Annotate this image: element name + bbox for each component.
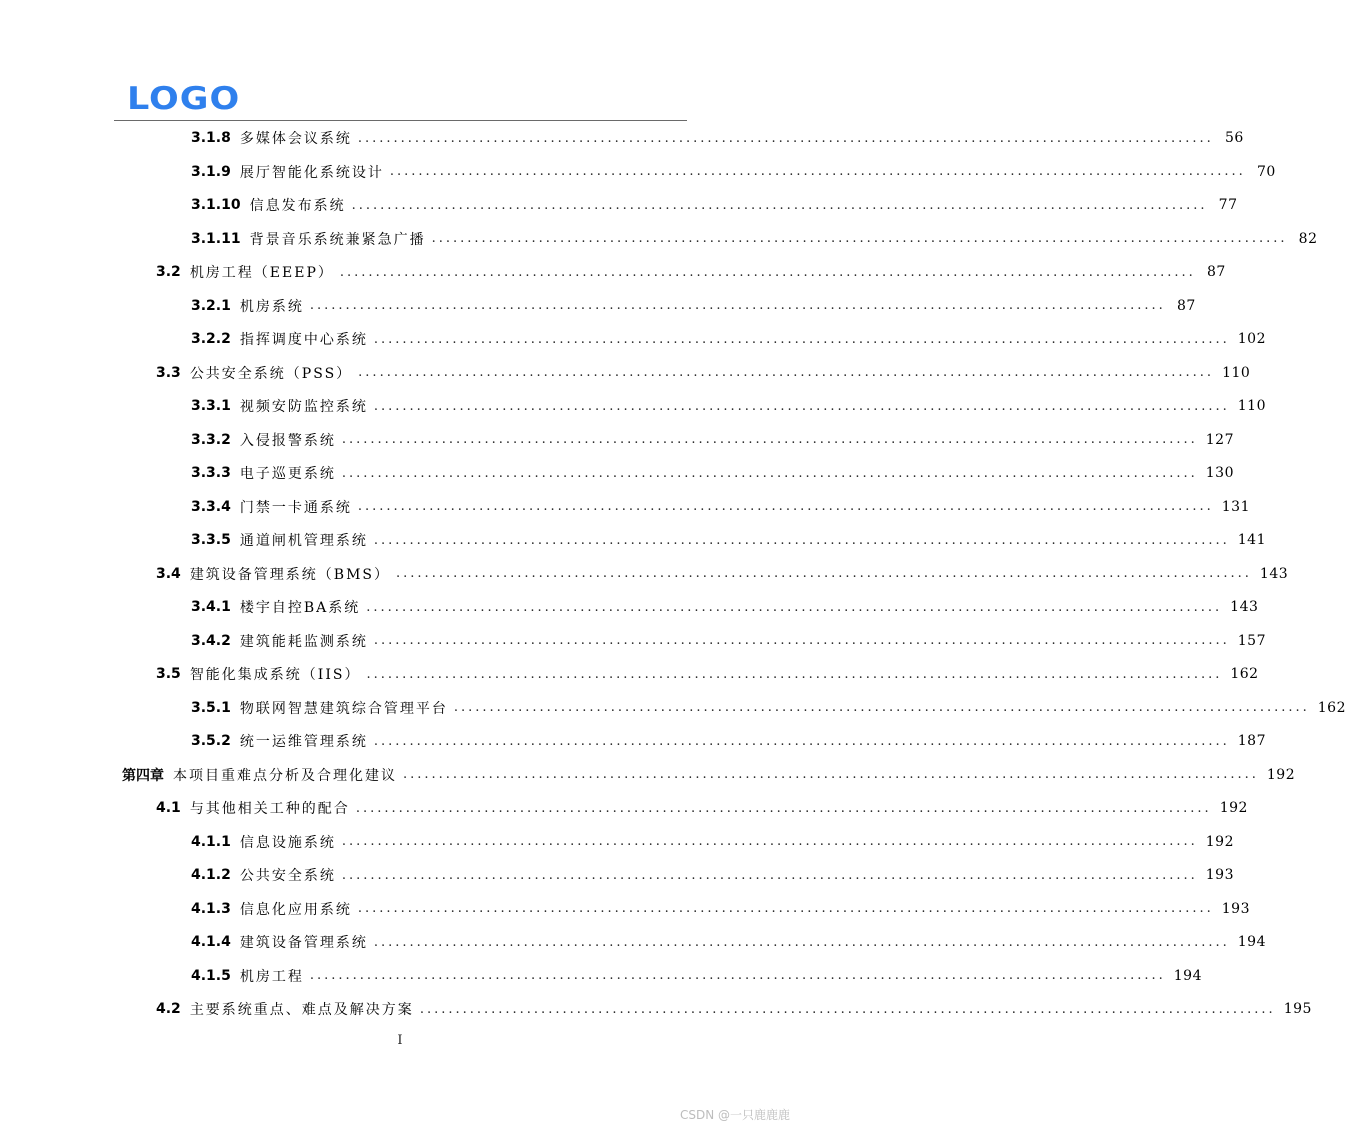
- toc-entry-number: 3.1.10: [191, 197, 241, 213]
- toc-leader-dots: ........................................................................................................................: [373, 398, 1230, 414]
- toc-leader-dots: ........................................................................................................................: [403, 767, 1259, 782]
- toc-entry[interactable]: [191, 965, 1202, 987]
- toc-entry-page: 110: [1237, 398, 1266, 414]
- toc-entry-title: 统一运维管理系统: [239, 734, 368, 750]
- toc-entry-page: 87: [1176, 297, 1196, 314]
- toc-leader-dots: ........................................................................................................................: [351, 197, 1208, 213]
- toc-entry-number: 3.1.8: [191, 130, 231, 146]
- toc-entry-title: 多媒体会议系统: [239, 131, 352, 147]
- toc-entry[interactable]: [191, 328, 1266, 350]
- toc-entry[interactable]: [156, 797, 1248, 819]
- toc-leader-dots: ........................................................................................................................: [453, 700, 1310, 715]
- toc-entry[interactable]: [191, 496, 1250, 518]
- toc-entry-title: 入侵报警系统: [239, 432, 336, 449]
- toc-entry-number: 4.1.5: [191, 967, 231, 984]
- toc-entry-title: 建筑设备管理系统: [239, 935, 368, 951]
- toc-leader-dots: ........................................................................................................................: [309, 968, 1166, 983]
- toc-entry[interactable]: [191, 127, 1244, 149]
- toc-entry-title: 展厅智能化系统设计: [239, 164, 384, 181]
- header-divider: [114, 120, 687, 121]
- toc-entry[interactable]: [191, 161, 1276, 183]
- toc-entry[interactable]: [191, 395, 1266, 417]
- toc-entry-number: 4.1.4: [191, 934, 231, 950]
- toc-entry-number: 4.1: [156, 800, 181, 816]
- toc-entry-page: 131: [1221, 498, 1250, 515]
- toc-entry-title: 公共安全系统: [239, 868, 336, 884]
- toc-entry-page: 193: [1221, 900, 1250, 917]
- toc-leader-dots: ........................................................................................................................: [373, 733, 1230, 749]
- toc-entry-page: 192: [1219, 800, 1248, 816]
- toc-entry-page: 110: [1222, 364, 1251, 381]
- toc-entry[interactable]: [191, 831, 1234, 853]
- toc-entry-number: 4.1.1: [191, 833, 231, 850]
- toc-entry-page: 192: [1205, 833, 1234, 850]
- toc-leader-dots: ........................................................................................................................: [373, 532, 1230, 548]
- toc-entry-title: 建筑能耗监测系统: [239, 633, 368, 650]
- toc-leader-dots: ........................................................................................................................: [366, 599, 1223, 615]
- logo: LOGO: [127, 81, 241, 118]
- toc-entry[interactable]: [191, 864, 1234, 886]
- toc-leader-dots: ........................................................................................................................: [366, 666, 1223, 682]
- toc-leader-dots: ........................................................................................................................: [358, 365, 1215, 380]
- toc-entry-page: 127: [1205, 431, 1234, 448]
- toc-entry-page: 194: [1173, 967, 1202, 984]
- toc-entry-title: 机房系统: [239, 298, 304, 315]
- toc-entry-title: 信息化应用系统: [239, 901, 352, 918]
- toc-entry-title: 楼宇自控BA系统: [239, 600, 361, 616]
- toc-entry-number: 3.4: [156, 565, 181, 582]
- toc-entry-number: 3.1.9: [191, 163, 231, 180]
- toc-entry[interactable]: [156, 563, 1289, 585]
- toc-entry-title: 信息设施系统: [239, 834, 336, 851]
- toc-entry-title: 本项目重难点分析及合理化建议: [173, 767, 397, 784]
- toc-entry[interactable]: [191, 529, 1266, 551]
- toc-entry-number: 4.1.2: [191, 867, 231, 883]
- toc-entry-title: 门禁一卡通系统: [239, 499, 352, 516]
- toc-entry-page: 187: [1237, 733, 1266, 749]
- toc-leader-dots: ........................................................................................................................: [341, 834, 1198, 849]
- toc-leader-dots: ........................................................................................................................: [357, 901, 1214, 916]
- toc-entry-number: 3.3: [156, 364, 181, 381]
- toc-entry-number: 3.5: [156, 666, 181, 682]
- toc-entry-page: 195: [1283, 1001, 1312, 1017]
- toc-leader-dots: ........................................................................................................................: [341, 465, 1198, 481]
- toc-entry-title: 视频安防监控系统: [239, 399, 368, 415]
- toc-entry-number: 3.1.11: [191, 230, 241, 247]
- toc-entry-number: 3.3.2: [191, 431, 231, 448]
- watermark: CSDN @一只鹿鹿鹿: [679, 1108, 790, 1122]
- toc-leader-dots: ........................................................................................................................: [341, 432, 1198, 447]
- toc-entry-number: 第四章: [122, 767, 164, 784]
- toc-entry-page: 141: [1237, 532, 1266, 548]
- toc-entry[interactable]: [191, 295, 1196, 317]
- toc-entry-title: 指挥调度中心系统: [239, 332, 368, 348]
- toc-entry-page: 87: [1206, 264, 1226, 280]
- toc-entry[interactable]: [191, 194, 1238, 216]
- toc-entry-title: 主要系统重点、难点及解决方案: [189, 1002, 414, 1018]
- toc-leader-dots: ........................................................................................................................: [357, 499, 1214, 514]
- toc-entry-page: 130: [1205, 465, 1234, 481]
- toc-entry-number: 3.4.2: [191, 632, 231, 649]
- toc-entry[interactable]: [156, 362, 1251, 384]
- toc-leader-dots: ........................................................................................................................: [309, 298, 1166, 313]
- toc-entry-number: 3.2.2: [191, 331, 231, 347]
- toc-leader-dots: ........................................................................................................................: [355, 800, 1212, 816]
- toc-entry[interactable]: [191, 596, 1259, 618]
- toc-entry-number: 3.2: [156, 264, 181, 280]
- toc-entry-number: 4.1.3: [191, 900, 231, 917]
- toc-entry-title: 机房工程（EEEP）: [189, 265, 334, 281]
- toc-entry-page: 102: [1237, 331, 1266, 347]
- toc-entry-page: 143: [1230, 599, 1259, 615]
- toc-entry-number: 3.5.2: [191, 733, 231, 749]
- toc-entry-number: 3.5.1: [191, 699, 231, 716]
- toc-entry[interactable]: [156, 261, 1226, 283]
- toc-entry-number: 3.3.3: [191, 465, 231, 481]
- toc-leader-dots: ........................................................................................................................: [396, 566, 1252, 581]
- toc-leader-dots: ........................................................................................................................: [373, 633, 1230, 648]
- toc-entry[interactable]: [191, 730, 1266, 752]
- toc-leader-dots: ........................................................................................................................: [339, 264, 1196, 280]
- toc-entry-title: 物联网智慧建筑综合管理平台: [239, 700, 448, 717]
- toc-entry[interactable]: [191, 228, 1318, 250]
- toc-entry-title: 与其他相关工种的配合: [189, 801, 350, 817]
- toc-entry-page: 157: [1237, 632, 1266, 649]
- toc-entry-title: 建筑设备管理系统（BMS）: [189, 566, 391, 583]
- toc-entry-page: 193: [1205, 867, 1234, 883]
- toc-entry-page: 194: [1237, 934, 1266, 950]
- toc-leader-dots: ........................................................................................................................: [419, 1001, 1276, 1017]
- toc-entry-page: 162: [1317, 699, 1346, 716]
- toc-entry-title: 通道闸机管理系统: [239, 533, 368, 549]
- toc-entry[interactable]: [156, 998, 1312, 1020]
- toc-entry-title: 电子巡更系统: [239, 466, 336, 482]
- toc-entry[interactable]: [156, 663, 1259, 685]
- toc-leader-dots: ........................................................................................................................: [373, 331, 1230, 347]
- toc-entry-page: 56: [1224, 130, 1244, 146]
- toc-leader-dots: ........................................................................................................................: [431, 231, 1288, 246]
- toc-entry-page: 162: [1230, 666, 1259, 682]
- toc-leader-dots: ........................................................................................................................: [341, 867, 1198, 883]
- page-number: I: [397, 1033, 403, 1048]
- toc-entry-page: 192: [1266, 766, 1296, 783]
- toc-leader-dots: ........................................................................................................................: [389, 164, 1246, 179]
- toc-entry-title: 信息发布系统: [249, 198, 346, 214]
- toc-leader-dots: ........................................................................................................................: [357, 130, 1214, 146]
- toc-entry-page: 82: [1298, 230, 1318, 247]
- toc-entry-number: 3.2.1: [191, 297, 231, 314]
- toc-entry-title: 公共安全系统（PSS）: [189, 365, 353, 382]
- toc-entry-number: 3.3.1: [191, 398, 231, 414]
- toc-entry[interactable]: [191, 931, 1266, 953]
- toc-entry[interactable]: [191, 898, 1250, 920]
- toc-entry-title: 机房工程: [239, 968, 304, 985]
- toc-leader-dots: ........................................................................................................................: [373, 934, 1230, 950]
- toc-entry[interactable]: [191, 429, 1234, 451]
- toc-entry-title: 智能化集成系统（IIS）: [189, 667, 361, 683]
- toc-entry-number: 3.3.5: [191, 532, 231, 548]
- toc-entry-number: 4.2: [156, 1001, 181, 1017]
- toc-entry[interactable]: [191, 697, 1346, 719]
- toc-entry[interactable]: [191, 462, 1234, 484]
- toc-entry-page: 143: [1259, 565, 1289, 582]
- toc-entry-page: 77: [1218, 197, 1238, 213]
- toc-entry-number: 3.3.4: [191, 498, 231, 515]
- toc-entry[interactable]: [191, 630, 1266, 652]
- toc-entry-number: 3.4.1: [191, 599, 231, 615]
- toc-entry-title: 背景音乐系统兼紧急广播: [249, 231, 426, 248]
- toc-entry-page: 70: [1256, 163, 1276, 180]
- toc-entry[interactable]: [122, 764, 1296, 786]
